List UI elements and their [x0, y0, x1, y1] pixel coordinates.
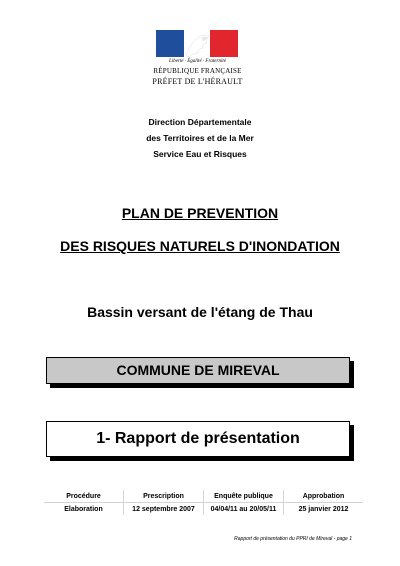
table-header-cell: Procédure: [44, 490, 124, 503]
plan-title-line-1: PLAN DE PREVENTION: [121, 205, 279, 221]
table-row: [44, 503, 363, 516]
table-cell: 12 septembre 2007: [124, 503, 204, 516]
table-cell: Elaboration: [44, 503, 124, 516]
table-header-cell: Prescription: [124, 490, 204, 503]
plan-title-line-2: DES RISQUES NATURELS D'INONDATION: [60, 238, 340, 254]
table-header-cell: Enquête publique: [204, 490, 284, 503]
table-cell: 04/04/11 au 20/05/11: [204, 503, 284, 516]
marianne-flag-icon: [156, 30, 238, 57]
prefecture-name: PRÉFET DE L'HÉRAULT: [152, 77, 243, 86]
direction-line: Service Eau et Risques: [153, 149, 247, 159]
table-header-cell: Approbation: [284, 490, 364, 503]
direction-line: des Territoires et de la Mer: [146, 133, 254, 143]
table-header-row: [44, 490, 363, 503]
republic-motto: Liberté · Égalité · Fraternité: [169, 59, 226, 64]
procedure-table: [44, 490, 363, 515]
direction-block: [0, 114, 400, 162]
direction-line: Direction Départementale: [148, 117, 252, 127]
basin-title: Bassin versant de l'étang de Thau: [87, 304, 313, 320]
page-footer: Rapport de présentation du PPRI de Mireval - page 1: [234, 536, 352, 542]
table-cell: 25 janvier 2012: [284, 503, 364, 516]
republic-name: RÉPUBLIQUE FRANÇAISE: [153, 67, 242, 75]
commune-box: COMMUNE DE MIREVAL: [46, 357, 350, 384]
document-title-box: 1- Rapport de présentation: [46, 421, 350, 457]
